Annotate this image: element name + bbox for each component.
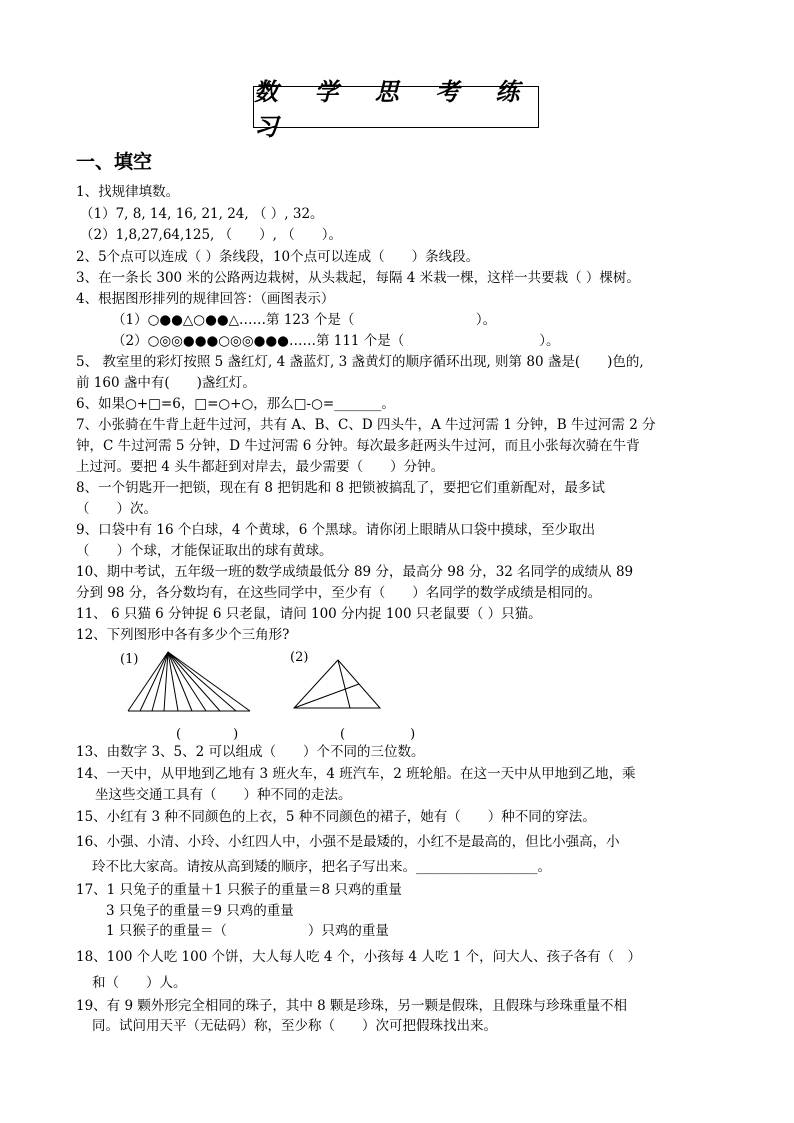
text-line: 12、下列图形中各有多少个三角形?: [76, 627, 290, 643]
text-line: 3、在一条长 300 米的公路两边栽树，从头栽起，每隔 4 米栽一棵，这样一共要栽（ ）棵树。: [76, 270, 640, 286]
text-line: 16、小强、小清、小玲、小红四人中，小强不是最矮的，小红不是最高的，但比小强高，小: [76, 834, 620, 850]
text-line: 上过河。要把 4 头牛都赶到对岸去，最少需要（ ）分钟。: [76, 459, 445, 475]
text-line: 5、 教室里的彩灯按照 5 盏红灯, 4 盏蓝灯, 3 盏黄灯的顺序循环出现, 则第 80 盏是( )色的,: [76, 354, 644, 370]
text-line: 18、100 个人吃 100 个饼，大人每人吃 4 个，小孩每 4 人吃 1 个，问大人、孩子各有（ ）: [76, 949, 642, 965]
text-line: 4、根据图形排列的规律回答：（画图表示）: [76, 291, 335, 307]
text-line: 10、期中考试，五年级一班的数学成绩最低分 89 分，最高分 98 分，32 名同学的成绩从 89: [76, 564, 634, 580]
text-line: 1、找规律填数。: [76, 184, 180, 200]
text-line: 8、一个钥匙开一把锁，现在有 8 把钥匙和 8 把锁被搞乱了，要把它们重新配对，最多试: [76, 480, 605, 496]
text-line: 7、小张骑在牛背上赶牛过河，共有 A、B、C、D 四头牛，A 牛过河需 1 分钟，B 牛过河需 2 分: [76, 417, 656, 433]
text-line: 坐这些交通工具有（ ）种不同的走法。: [95, 787, 352, 803]
figure-1-label: (1): [120, 652, 139, 667]
text-line: （2）○◎◎●●●○◎◎●●●……第 111 个是（ ）。: [112, 333, 560, 349]
text-line: （1）7, 8, 14, 16, 21, 24, （ ）, 32。: [80, 206, 324, 222]
text-line: （ ）个球，才能保证取出的球有黄球。: [76, 543, 333, 559]
figure-1-triangles: [120, 648, 260, 718]
text-line: 2、5个点可以连成（ ）条线段，10个点可以连成（ ）条线段。: [76, 249, 480, 265]
text-line: 9、口袋中有 16 个白球，4 个黄球，6 个黑球。请你闭上眼睛从口袋中摸球，至少取出: [76, 522, 596, 538]
text-line: 19、有 9 颗外形完全相同的珠子，其中 8 颗是珍珠，另一颗是假珠，且假珠与珍珠重量不相: [76, 998, 628, 1014]
figure-2-triangles: [290, 656, 390, 716]
text-line: 13、由数字 3、5、2 可以组成（ ）个不同的三位数。: [76, 744, 425, 760]
text-line: 钟，C 牛过河需 5 分钟，D 牛过河需 6 分钟。每次最多赶两头牛过河，而且小张每次骑在牛背: [76, 438, 640, 454]
text-line: 1 只猴子的重量＝（ ）只鸡的重量: [106, 923, 389, 939]
figure-2-answer: ( ): [340, 727, 416, 742]
text-line: 6、如果○+□=6，□=○+○，那么□-○=_______。: [76, 396, 395, 412]
text-line: （2）1,8,27,64,125, （ ）, （ ）。: [80, 227, 342, 243]
text-line: （1）○●●△○●●△……第 123 个是（ ）。: [112, 312, 497, 328]
worksheet-title: 数 学 思 考 练 习: [253, 86, 539, 128]
text-line: 11、 6 只猫 6 分钟捉 6 只老鼠，请问 100 分内捉 100 只老鼠要（ ）只猫。: [76, 606, 542, 622]
figure-2-label: (2): [290, 650, 309, 665]
text-line: 17、1 只兔子的重量＋1 只猴子的重量＝8 只鸡的重量: [76, 882, 402, 898]
text-line: 15、小红有 3 种不同颜色的上衣，5 种不同颜色的裙子，她有（ ）种不同的穿法。: [76, 809, 596, 825]
text-line: 前 160 盏中有( )盏红灯。: [76, 375, 256, 391]
text-line: 同。试问用天平（无砝码）称，至少称（ ）次可把假珠找出来。: [92, 1018, 497, 1034]
text-line: 3 只兔子的重量＝9 只鸡的重量: [106, 903, 294, 919]
text-line: 分到 98 分，各分数均有，在这些同学中，至少有（ ）名同学的数学成绩是相同的。: [76, 585, 602, 601]
text-line: （ ）次。: [76, 501, 157, 517]
section-heading: 一、填空: [76, 151, 153, 173]
text-line: 玲不比大家高。请按从高到矮的顺序，把名子写出来。__________________。: [92, 859, 551, 875]
text-line: 14、一天中，从甲地到乙地有 3 班火车，4 班汽车，2 班轮船。在这一天中从甲地到乙地，乘: [76, 766, 636, 782]
text-line: 和（ ）人。: [92, 975, 187, 991]
figure-1-answer: ( ): [176, 727, 239, 742]
